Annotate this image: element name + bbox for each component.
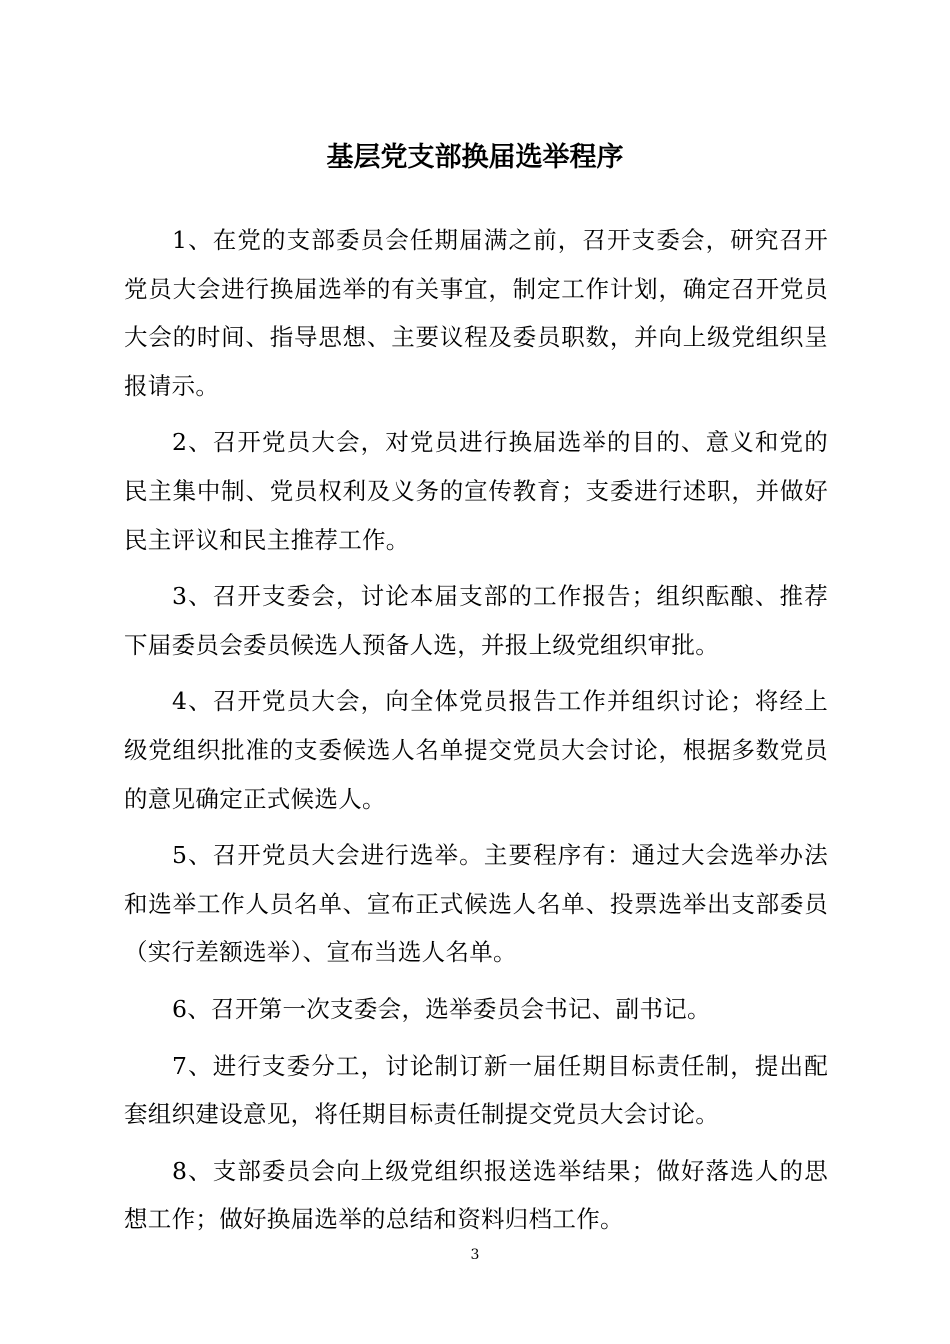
paragraph-7: 7、进行支委分工，讨论制订新一届任期目标责任制，提出配套组织建设意见，将任期目标责任制提交党员大会讨论。 bbox=[124, 1051, 828, 1129]
paragraph-5: 5、召开党员大会进行选举。主要程序有：通过大会选举办法和选举工作人员名单、宣布正式候选人名单、投票选举出支部委员（实行差额选举）、宣布当选人名单。 bbox=[124, 841, 828, 967]
document-body bbox=[124, 216, 828, 1252]
paragraph-6: 6、召开第一次支委会，选举委员会书记、副书记。 bbox=[172, 994, 711, 1023]
paragraph-8: 8、支部委员会向上级党组织报送选举结果；做好落选人的思想工作；做好换届选举的总结和资料归档工作。 bbox=[124, 1156, 828, 1234]
page-number: 3 bbox=[470, 1247, 480, 1263]
paragraph-3: 3、召开支委会，讨论本届支部的工作报告；组织酝酿、推荐下届委员会委员候选人预备人选，并报上级党组织审批。 bbox=[124, 582, 828, 659]
paragraph-1: 1、在党的支部委员会任期届满之前，召开支委会，研究召开党员大会进行换届选举的有关事宜，制定工作计划，确定召开党员大会的时间、指导思想、主要议程及委员职数，并向上级党组织呈报请示。 bbox=[124, 226, 828, 400]
document-title: 基层党支部换届选举程序 bbox=[326, 142, 624, 173]
paragraph-2: 2、召开党员大会，对党员进行换届选举的目的、意义和党的民主集中制、党员权利及义务的宣传教育；支委进行述职，并做好民主评议和民主推荐工作。 bbox=[124, 428, 828, 554]
paragraph-4: 4、召开党员大会，向全体党员报告工作并组织讨论；将经上级党组织批准的支委候选人名单提交党员大会讨论，根据多数党员的意见确定正式候选人。 bbox=[124, 687, 828, 813]
